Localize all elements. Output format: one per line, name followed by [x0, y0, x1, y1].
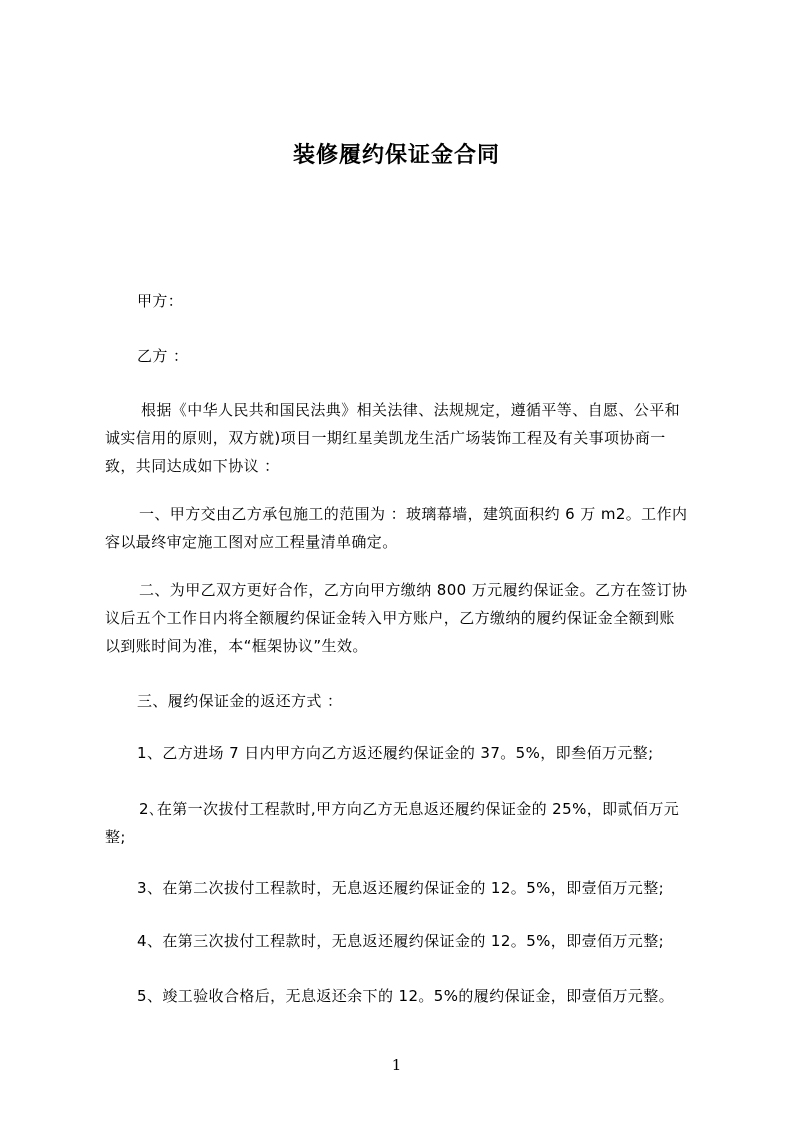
list-item: 3、在第二次拔付工程款时，无息返还履约保证金的 12。5%，即壹佰万元整;: [137, 879, 665, 897]
clause-line: 一、甲方交由乙方承包施工的范围为 ：玻璃幕墙，建筑面积约 6 万 m2。工作内: [139, 505, 688, 523]
clause-line: 议后五个工作日内将全额履约保证金转入甲方账户，乙方缴纳的履约保证金全额到账: [105, 609, 675, 627]
preamble-line: 根据《中华人民共和国民法典》相关法律、法规规定，遵循平等、自愿、公平和: [141, 401, 681, 419]
list-item: 5、竣工验收合格后，无息返还余下的 12。5%的履约保证金，即壹佰万元整。: [137, 987, 674, 1005]
clause-line: 容以最终审定施工图对应工程量清单确定。: [105, 533, 398, 551]
page-title: 装修履约保证金合同: [292, 143, 500, 168]
list-item: 1、乙方进场 7 日内甲方向乙方返还履约保证金的 37。5%，即叁佰万元整;: [137, 744, 654, 762]
preamble-line: 致，共同达成如下协议 ：: [105, 457, 280, 475]
page-number: 1: [391, 1056, 402, 1074]
clause-3-heading: 三、履约保证金的返还方式 ：: [137, 692, 343, 710]
preamble-line: 诚实信用的原则，双方就)项目一期红星美凯龙生活广场装饰工程及有关事项协商一: [105, 429, 666, 447]
list-item-line: 2､在第一次拔付工程款时,甲方向乙方无息返还履约保证金的 25%，即贰佰万元: [139, 800, 680, 818]
clause-line: 二、为甲乙双方更好合作，乙方向甲方缴纳 800 万元履约保证金。乙方在签订协: [139, 581, 688, 599]
clause-line: 以到账时间为准，本“框架协议”生效。: [105, 637, 368, 655]
party-b-label: 乙方 ：: [137, 347, 189, 365]
party-a-label: 甲方：: [137, 292, 184, 310]
list-item-line: 整;: [105, 828, 126, 846]
list-item: 4、在第三次拔付工程款时，无息返还履约保证金的 12。5%，即壹佰万元整;: [137, 932, 665, 950]
